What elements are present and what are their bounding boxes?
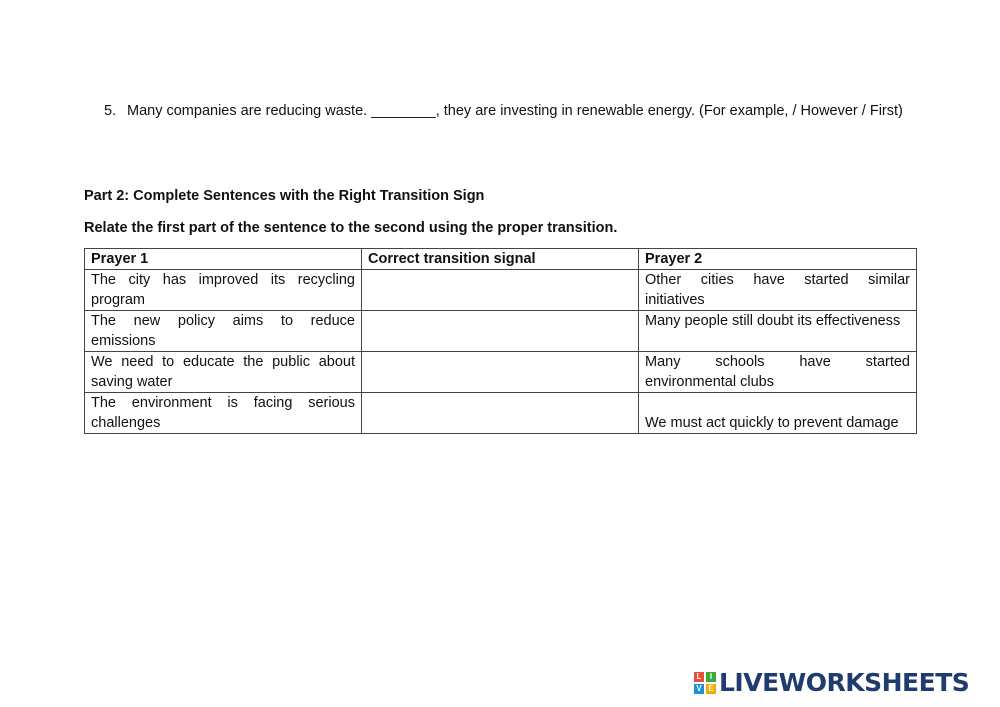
prayer-2-cell: Many people still doubt its effectiveness: [639, 311, 917, 352]
table-row: [85, 311, 917, 352]
part-2-title: Part 2: Complete Sentences with the Right Transition Sign: [84, 188, 485, 204]
prayer-2-cell: Other cities have started similar initiatives: [639, 270, 917, 311]
logo-letter-i: I: [706, 672, 716, 682]
header-prayer-1: Prayer 1: [85, 249, 362, 270]
logo-letter-v: V: [694, 684, 704, 694]
prayer-1-cell: We need to educate the public about saving water: [85, 352, 362, 393]
logo-letter-l: L: [694, 672, 704, 682]
table-row: [85, 352, 917, 393]
transition-answer-cell[interactable]: [362, 270, 639, 311]
table-row: [85, 270, 917, 311]
prayer-2-cell: We must act quickly to prevent damage: [639, 393, 917, 434]
logo-wordmark: LIVEWORKSHEETS: [719, 668, 970, 697]
question-5: [104, 101, 916, 122]
logo-letter-e: E: [706, 684, 716, 694]
liveworksheets-logo: [694, 670, 969, 696]
transition-answer-cell[interactable]: [362, 311, 639, 352]
prayer-1-cell: The environment is facing serious challenges: [85, 393, 362, 434]
live-logo-icon: [694, 672, 716, 694]
transition-answer-cell[interactable]: [362, 393, 639, 434]
table-header-row: [85, 249, 917, 270]
prayer-1-cell: The new policy aims to reduce emissions: [85, 311, 362, 352]
header-transition-signal: Correct transition signal: [362, 249, 639, 270]
question-number: 5.: [104, 103, 117, 119]
prayer-2-cell: Many schools have started environmental clubs: [639, 352, 917, 393]
question-text: Many companies are reducing waste. ________, they are investing in renewable energy. (For example, / However / First): [127, 103, 903, 119]
prayer-1-cell: The city has improved its recycling program: [85, 270, 362, 311]
part-2-instruction: Relate the first part of the sentence to the second using the proper transition.: [84, 220, 618, 236]
transition-answer-cell[interactable]: [362, 352, 639, 393]
table-row: [85, 393, 917, 434]
transition-table: [84, 248, 917, 434]
header-prayer-2: Prayer 2: [639, 249, 917, 270]
